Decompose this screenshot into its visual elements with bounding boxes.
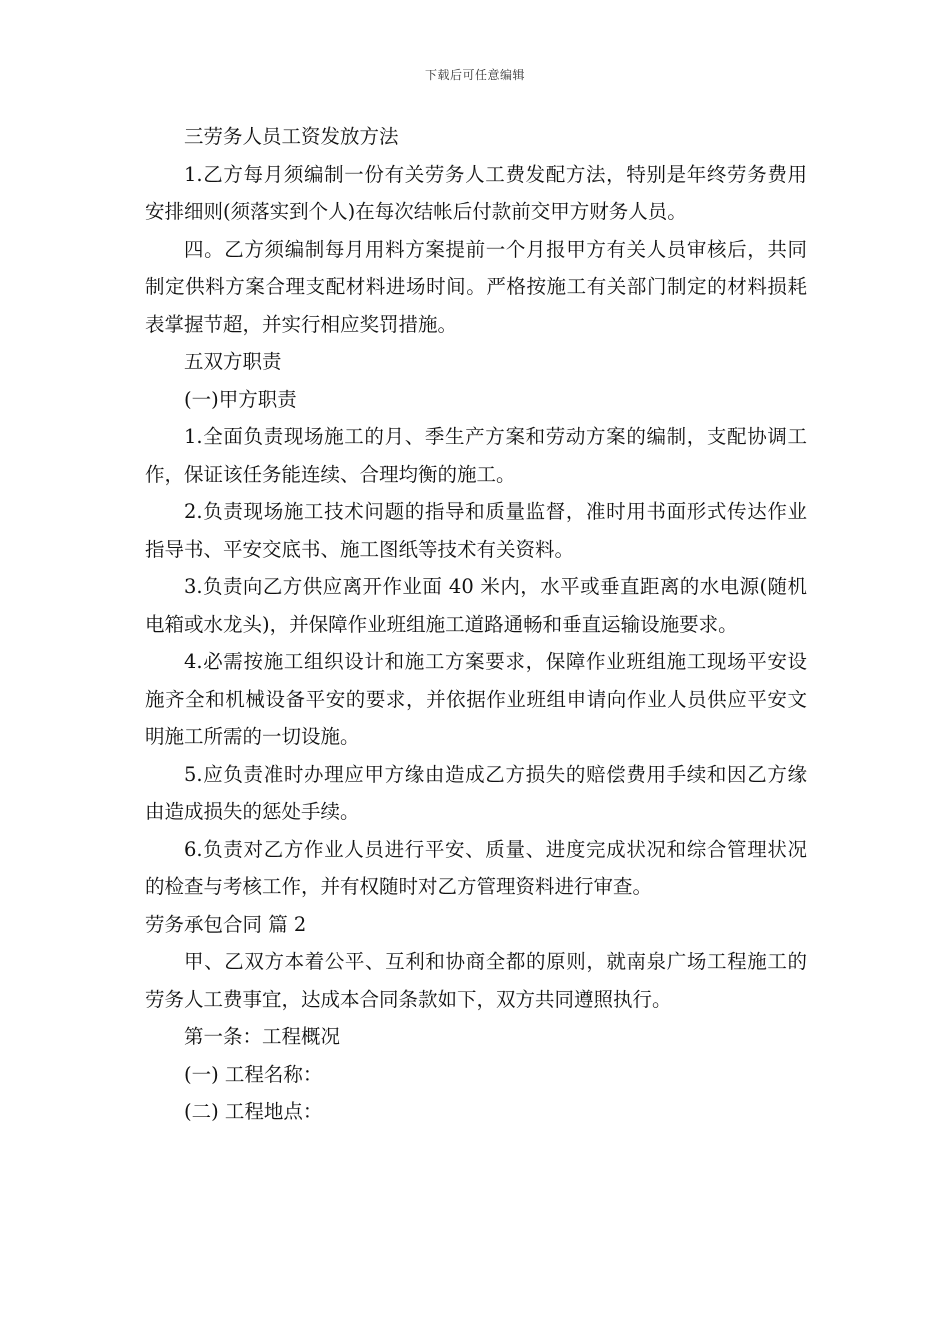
section-heading-3: 三劳务人员工资发放方法 bbox=[184, 125, 399, 148]
subsection-heading-party-a: (一)甲方职责 bbox=[184, 387, 297, 411]
header-note: 下载后可任意编辑 bbox=[424, 68, 525, 82]
party-a-duty-2: 2.负责现场施工技术问题的指导和质量监督，准时用书面形式传达作业指导书、平安交底书、施工图纸等技术有关资料。 bbox=[145, 500, 807, 561]
party-a-duty-3: 3.负责向乙方供应离开作业面 40 米内，水平或垂直距离的水电源(随机电箱或水龙头)，并保障作业班组施工道路通畅和垂直运输设施要求。 bbox=[145, 575, 807, 636]
section-paragraph-4: 四。乙方须编制每月用料方案提前一个月报甲方有关人员审核后，共同制定供料方案合理支配材料进场时间。严格按施工有关部门制定的材料损耗表掌握节超，并实行相应奖罚措施。 bbox=[145, 237, 807, 336]
paragraph-3-1: 1.乙方每月须编制一份有关劳务人工费发配方法，特别是年终劳务费用安排细则(须落实到个人)在每次结帐后付款前交甲方财务人员。 bbox=[145, 162, 807, 223]
contract-preamble: 甲、乙双方本着公平、互利和协商全都的原则，就南泉广场工程施工的劳务人工费事宜，达成本合同条款如下，双方共同遵照执行。 bbox=[145, 950, 807, 1011]
party-a-duty-1: 1.全面负责现场施工的月、季生产方案和劳动方案的编制，支配协调工作，保证该任务能连续、合理均衡的施工。 bbox=[145, 425, 807, 486]
section-heading-5: 五双方职责 bbox=[184, 350, 282, 373]
project-name-field: (一) 工程名称： bbox=[184, 1062, 323, 1086]
article-1-heading: 第一条：工程概况 bbox=[184, 1025, 341, 1048]
project-location-field: (二) 工程地点： bbox=[184, 1100, 323, 1123]
party-a-duty-4: 4.必需按施工组织设计和施工方案要求，保障作业班组施工现场平安设施齐全和机械设备平安的要求，并依据作业班组申请向作业人员供应平安文明施工所需的一切设施。 bbox=[145, 650, 807, 748]
document-body bbox=[145, 118, 807, 1131]
party-a-duty-5: 5.应负责准时办理应甲方缘由造成乙方损失的赔偿费用手续和因乙方缘由造成损失的惩处手续。 bbox=[145, 762, 807, 823]
contract-title-part-2: 劳务承包合同 篇 2 bbox=[145, 912, 307, 936]
party-a-duty-6: 6.负责对乙方作业人员进行平安、质量、进度完成状况和综合管理状况的检查与考核工作，并有权随时对乙方管理资料进行审查。 bbox=[145, 837, 807, 898]
